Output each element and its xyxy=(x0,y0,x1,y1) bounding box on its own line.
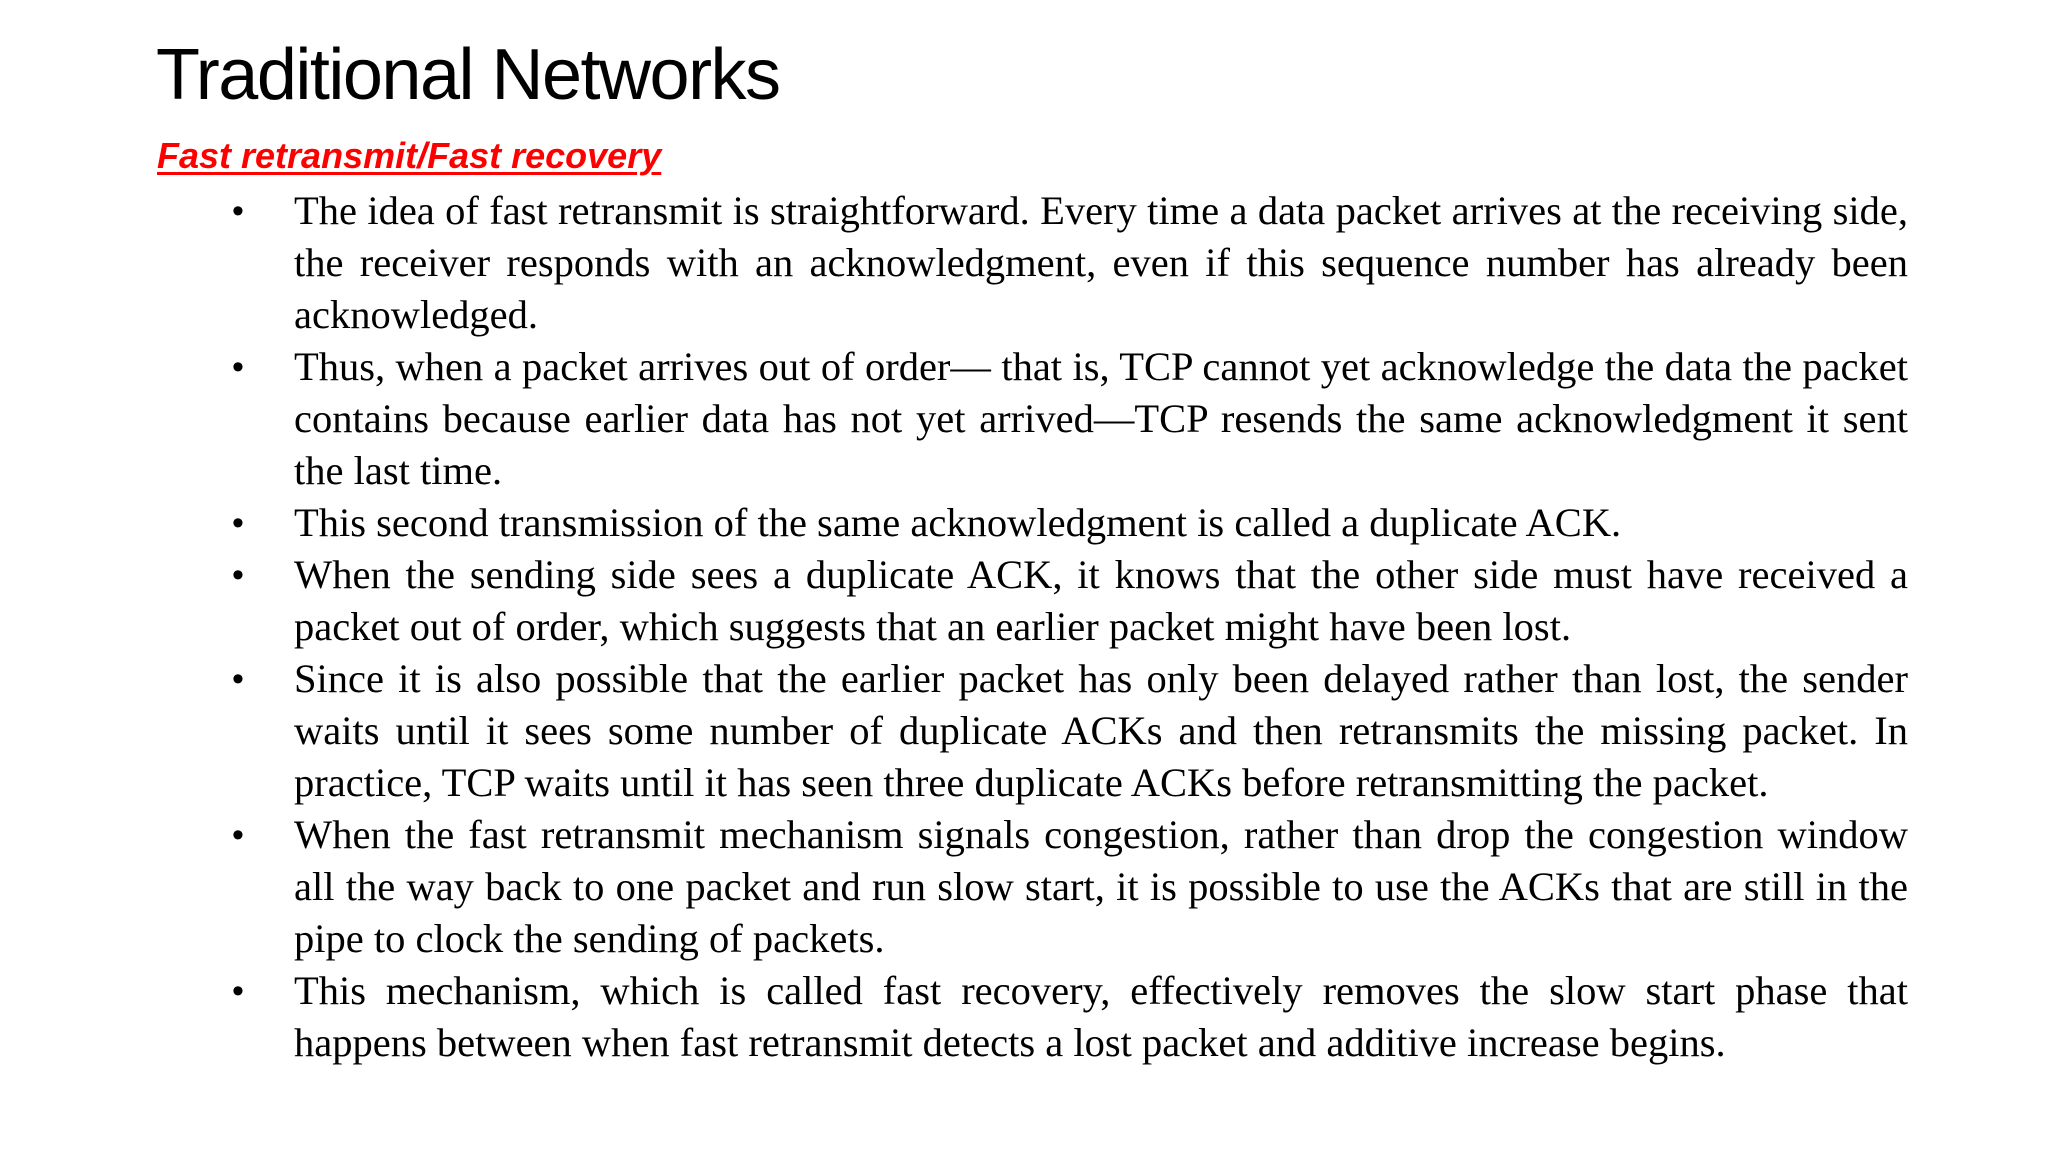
bullet-text: The idea of fast retransmit is straightforward. Every time a data packet arrives at the receiving side, the receiver responds with an acknowledgment, even if this sequence number has already been acknowledged. xyxy=(294,188,1908,337)
slide-subtitle: Fast retransmit/Fast recovery xyxy=(157,135,662,176)
bullet-icon: • xyxy=(232,816,244,854)
bullet-icon: • xyxy=(232,348,244,386)
bullet-item-6 xyxy=(232,809,1908,965)
bullet-text: Since it is also possible that the earlier packet has only been delayed rather than lost, the sender waits until it sees some number of duplicate ACKs and then retransmits the missing packet. In practice, TCP waits until it has seen three duplicate ACKs before retransmitting the packet. xyxy=(294,656,1908,805)
bullet-text: When the fast retransmit mechanism signals congestion, rather than drop the congestion window all the way back to one packet and run slow start, it is possible to use the ACKs that are still in the pipe to clock the sending of packets. xyxy=(294,812,1908,961)
bullet-text: When the sending side sees a duplicate ACK, it knows that the other side must have received a packet out of order, which suggests that an earlier packet might have been lost. xyxy=(294,552,1908,649)
bullet-item-3 xyxy=(232,497,1908,549)
bullet-item-2 xyxy=(232,341,1908,497)
bullet-item-1 xyxy=(232,185,1908,341)
bullet-icon: • xyxy=(232,504,244,542)
bullet-icon: • xyxy=(232,972,244,1010)
bullet-item-7 xyxy=(232,965,1908,1069)
bullet-icon: • xyxy=(232,660,244,698)
slide-title: Traditional Networks xyxy=(156,35,780,115)
bullet-text: This second transmission of the same acknowledgment is called a duplicate ACK. xyxy=(294,500,1622,545)
bullet-icon: • xyxy=(232,192,244,230)
bullet-list xyxy=(232,185,1908,1069)
bullet-text: This mechanism, which is called fast recovery, effectively removes the slow start phase that happens between when fast retransmit detects a lost packet and additive increase begins. xyxy=(294,968,1908,1065)
bullet-icon: • xyxy=(232,556,244,594)
bullet-item-4 xyxy=(232,549,1908,653)
bullet-text: Thus, when a packet arrives out of order— that is, TCP cannot yet acknowledge the data the packet contains because earlier data has not yet arrived—TCP resends the same acknowledgment it sent the last time. xyxy=(294,344,1908,493)
bullet-item-5 xyxy=(232,653,1908,809)
